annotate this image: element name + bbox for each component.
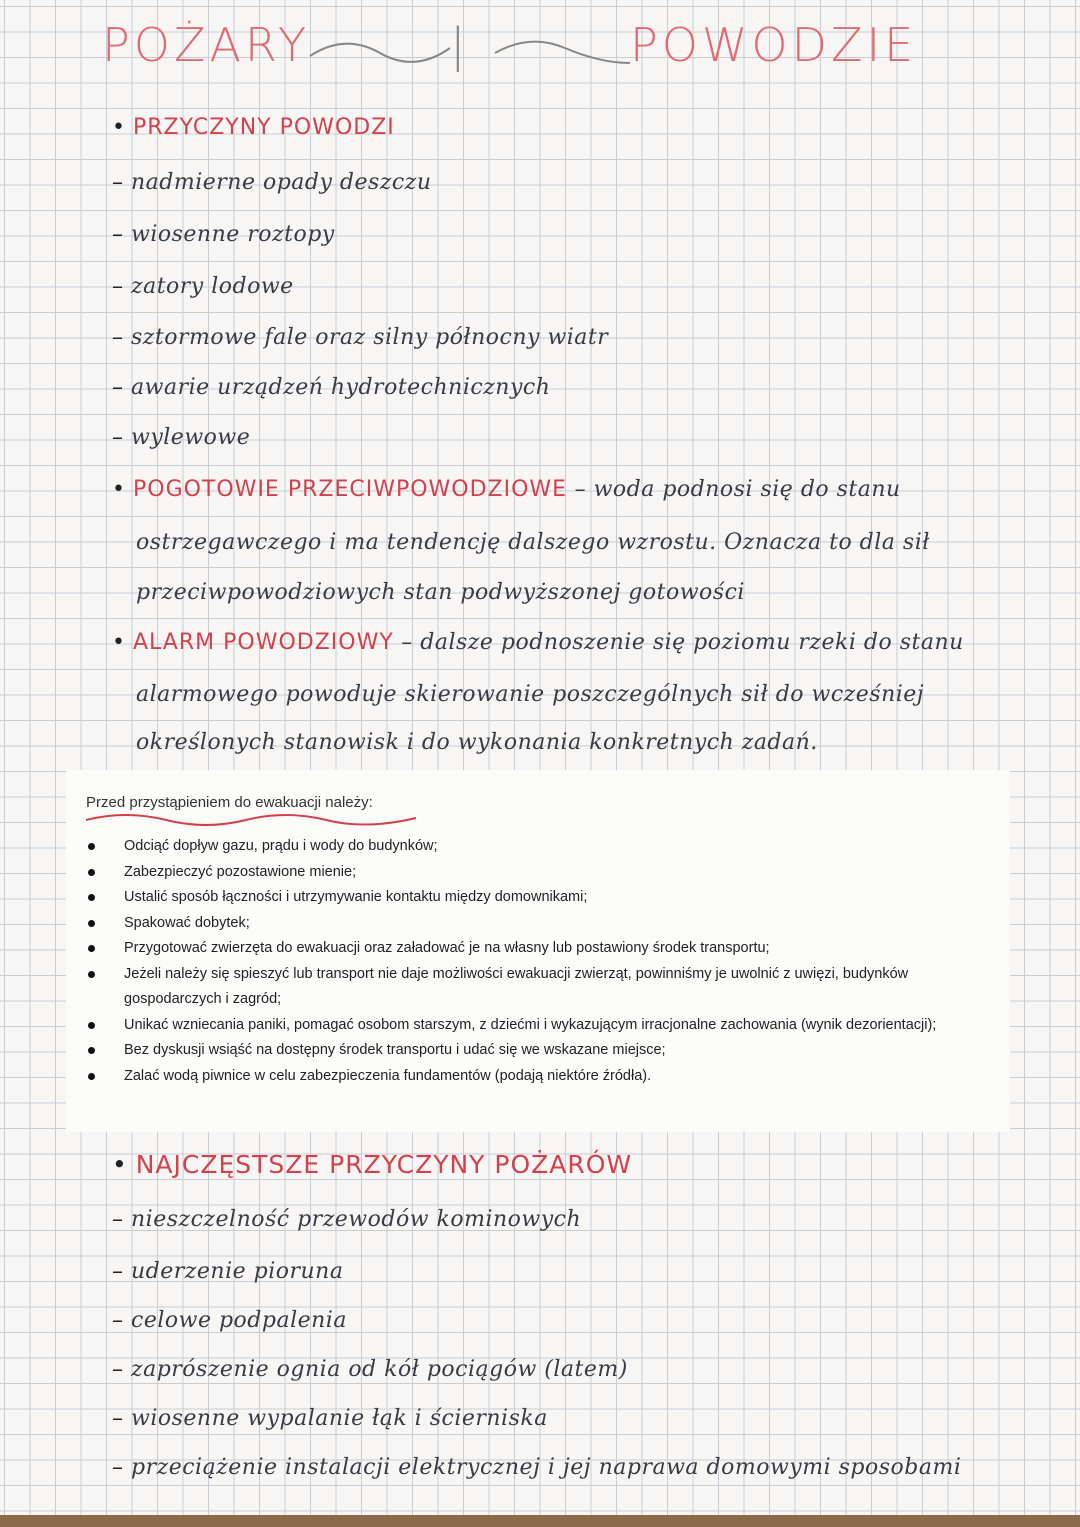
fire-causes-heading: • NAJCZĘSTSZE PRZYCZYNY POŻARÓW [112,1150,633,1179]
evacuation-item: Bez dyskusji wsiąść na dostępny środek transportu i udać się we wskazane miejsce; [86,1038,1006,1064]
flood-cause: – awarie urządzeń hydrotechnicznych [112,375,550,400]
flood-cause: – sztormowe fale oraz silny północny wiatr [112,325,608,350]
flood-alert-line: ostrzegawczego i ma tendencję dalszego wzrostu. Oznacza to dla sił [136,530,930,555]
flood-cause: – nadmierne opady deszczu [112,170,432,195]
desk-edge [0,1515,1080,1527]
flood-cause: – wylewowe [112,425,250,450]
bullet-icon: • [112,115,133,140]
evacuation-item: Przygotować zwierzęta do ewakuacji oraz załadować je na własny lub postawiony środek transportu; [86,936,1006,962]
fire-cause: – przeciążenie instalacji elektrycznej i jej naprawa domowymi sposobami [112,1455,961,1480]
fire-cause: – nieszczelność przewodów kominowych [112,1207,581,1232]
evacuation-item: Spakować dobytek; [86,911,1006,937]
evacuation-printout [66,770,1010,1132]
flood-alarm: • ALARM POWODZIOWY – dalsze podnoszenie się poziomu rzeki do stanu [112,630,964,655]
bullet-icon: • [112,1150,136,1179]
flood-alert: • POGOTOWIE PRZECIWPOWODZIOWE – woda podnosi się do stanu [112,477,901,502]
evacuation-heading: Przed przystąpieniem do ewakuacji należy: [86,794,373,811]
underline-squiggle-icon [86,812,426,826]
evacuation-item: Ustalić sposób łączności i utrzymywanie kontaktu między domownikami; [86,885,1006,911]
bullet-icon: • [112,630,133,655]
evacuation-item: Zalać wodą piwnice w celu zabezpieczenia fundamentów (podają niektóre źródła). [86,1064,1006,1090]
bullet-icon: • [112,477,133,502]
flood-alert-line: przeciwpowodziowych stan podwyższonej gotowości [136,580,745,605]
evacuation-item: Unikać wzniecania paniki, pomagać osobom starszym, z dziećmi i wykazującym irracjonalne zachowania (wynik dezorientacji); [86,1013,1006,1039]
title-floods: POWODZIE [630,18,918,72]
evacuation-item: Odciąć dopływ gazu, prądu i wody do budynków; [86,834,1006,860]
evacuation-list [86,834,1006,1089]
flood-alarm-line: alarmowego powoduje skierowanie poszczególnych sił do wcześniej [136,682,925,707]
flood-causes-heading: • PRZYCZYNY POWODZI [112,115,395,140]
fire-cause: – uderzenie pioruna [112,1259,343,1284]
flood-cause: – wiosenne roztopy [112,222,335,247]
evacuation-item: Jeżeli należy się spieszyć lub transport nie daje możliwości ewakuacji zwierząt, powinniśmy je uwolnić z uwięzi, budynków gospodarczych i zagród; [86,962,1006,1013]
title-separator: | [450,18,470,72]
flood-alarm-line: określonych stanowisk i do wykonania konkretnych zadań. [136,730,818,755]
fire-cause: – wiosenne wypalanie łąk i ścierniska [112,1406,548,1431]
fire-cause: – zaprószenie ognia od kół pociągów (latem) [112,1357,628,1382]
fire-cause: – celowe podpalenia [112,1308,347,1333]
wavy-divider-icon [305,28,635,78]
evacuation-item: Zabezpieczyć pozostawione mienie; [86,860,1006,886]
flood-cause: – zatory lodowe [112,274,294,299]
title-fires: POŻARY [102,18,311,72]
